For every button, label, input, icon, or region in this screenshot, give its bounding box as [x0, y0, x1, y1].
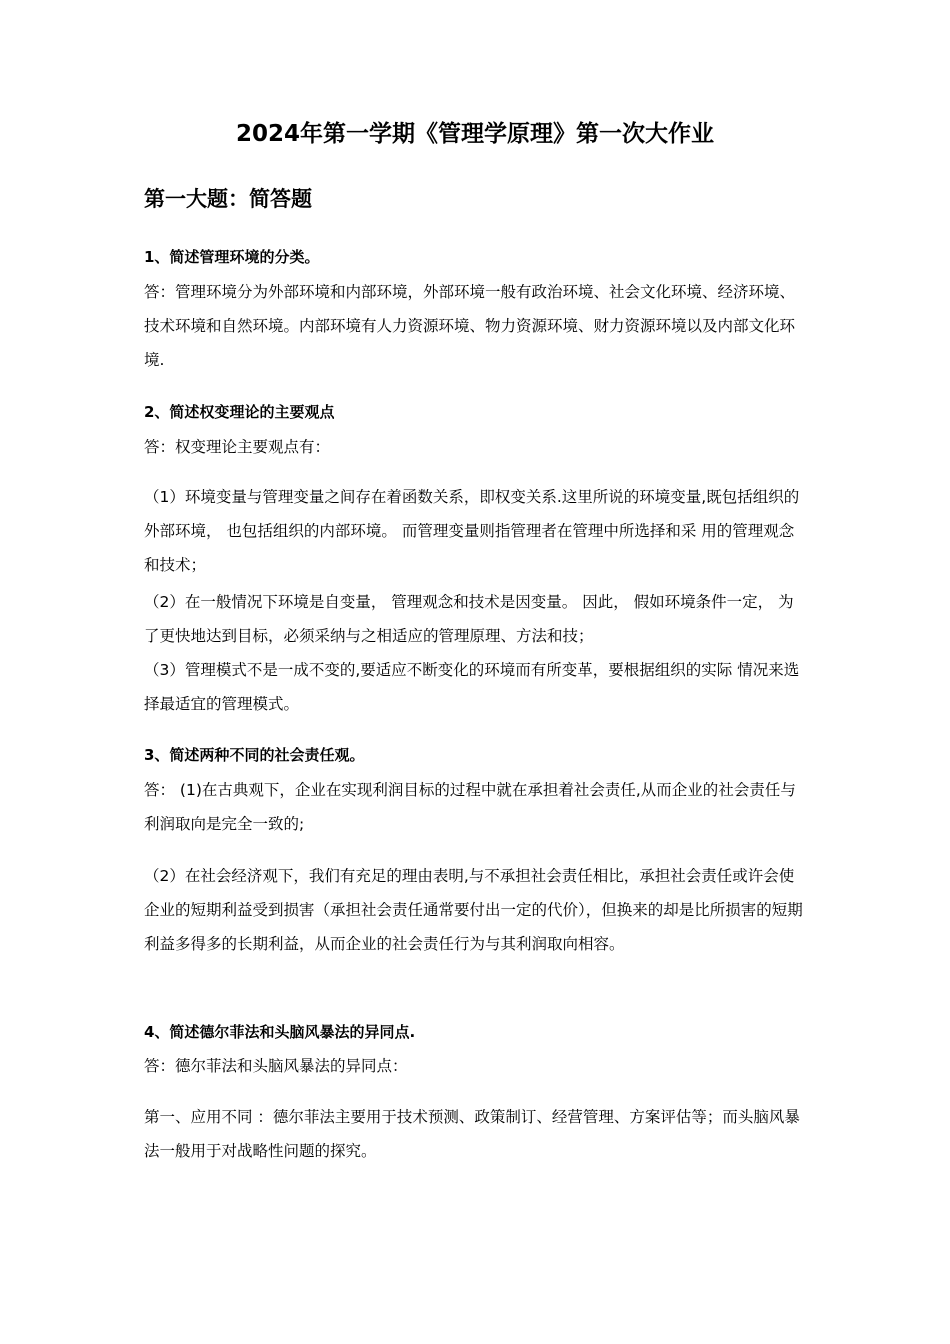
- answer-4-paragraph-1: 答：德尔菲法和头脑风暴法的异同点：: [144, 1057, 408, 1075]
- answer-2-paragraph-2: （1）环境变量与管理变量之间存在着函数关系，即权变关系.这里所说的环境变量,既包括组织的外部环境， 也包括组织的内部环境。 而管理变量则指管理者在管理中所选择和采 用的管理观念和技术；: [144, 488, 800, 574]
- answer-4-paragraph-2: 第一、应用不同 ：德尔菲法主要用于技术预测、政策制订、经营管理、方案评估等；而头脑风暴法一般用于对战略性问题的探究。: [144, 1108, 800, 1160]
- answer-2-paragraph-1: 答：权变理论主要观点有：: [144, 438, 331, 456]
- answer-3-paragraph-1: 答： (1)在古典观下，企业在实现利润目标的过程中就在承担着社会责任,从而企业的社会责任与利润取向是完全一致的;: [144, 781, 796, 833]
- document-title: 2024年第一学期《管理学原理》第一次大作业: [235, 121, 714, 147]
- answer-1-paragraph-1: 答：管理环境分为外部环境和内部环境，外部环境一般有政治环境、社会文化环境、经济环境、技术环境和自然环境。内部环境有人力资源环境、物力资源环境、财力资源环境以及内部文化环境.: [144, 283, 796, 369]
- question-2-heading: 2、简述权变理论的主要观点: [144, 403, 335, 421]
- question-3-heading: 3、简述两种不同的社会责任观。: [144, 746, 365, 764]
- section-heading: 第一大题：简答题: [144, 187, 312, 211]
- answer-2-paragraph-3: （2）在一般情况下环境是自变量， 管理观念和技术是因变量。 因此， 假如环境条件一定， 为了更快地达到目标，必须采纳与之相适应的管理原理、方法和技；: [144, 593, 794, 645]
- question-4-heading: 4、简述德尔菲法和头脑风暴法的异同点.: [144, 1023, 416, 1041]
- answer-3-paragraph-2: （2）在社会经济观下，我们有充足的理由表明,与不承担社会责任相比，承担社会责任或许会使企业的短期利益受到损害（承担社会责任通常要付出一定的代价），但换来的却是比所损害的短期利益多得多的长期利益，从而企业的社会责任行为与其利润取向相容。: [144, 867, 803, 953]
- answer-2-paragraph-4: （3）管理模式不是一成不变的,要适应不断变化的环境而有所变革，要根据组织的实际 情况来选择最适宜的管理模式。: [144, 661, 800, 713]
- question-1-heading: 1、简述管理环境的分类。: [144, 248, 320, 266]
